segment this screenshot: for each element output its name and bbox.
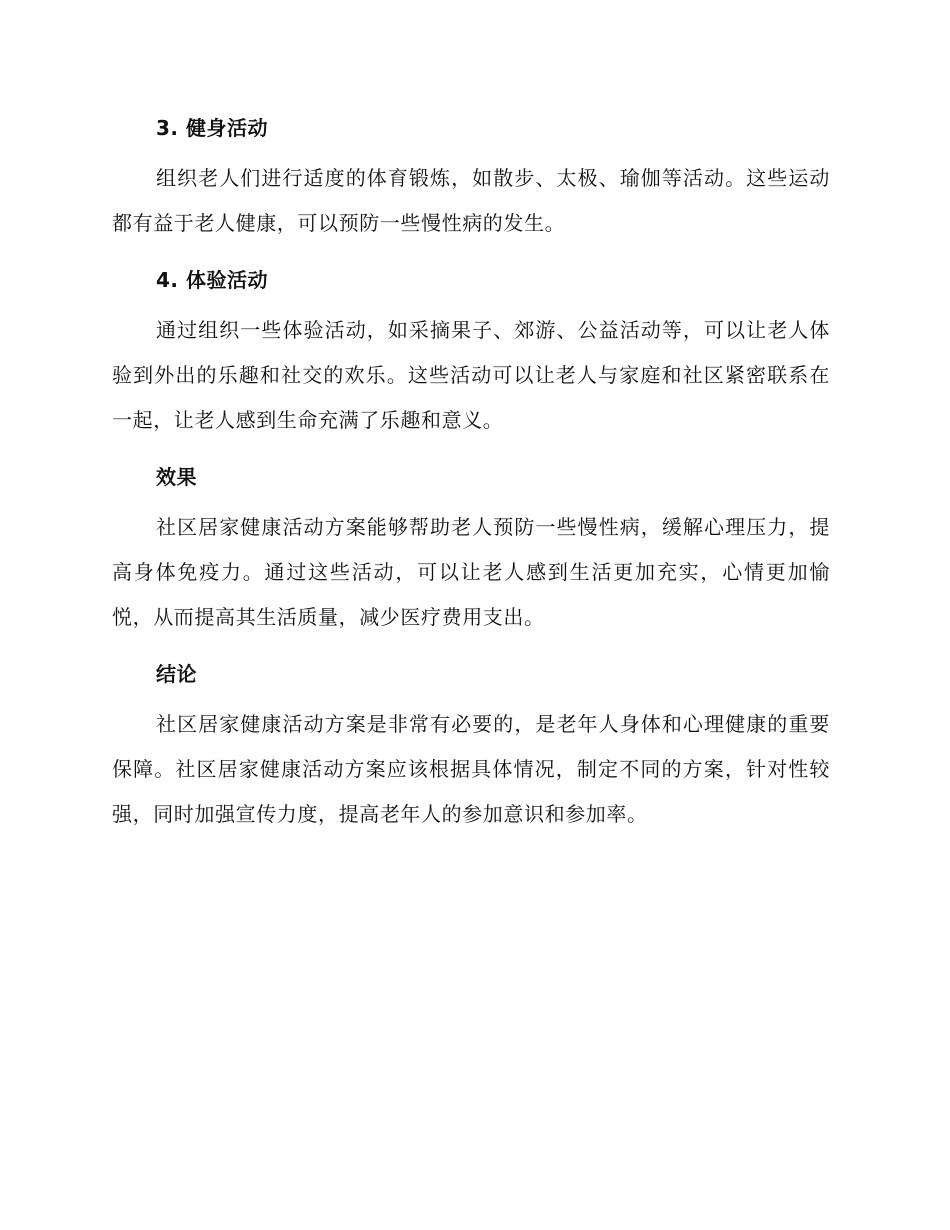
section-paragraph-conclusion: 社区居家健康活动方案是非常有必要的，是老年人身体和心理健康的重要保障。社区居家健康活动方案应该根据具体情况，制定不同的方案，针对性较强，同时加强宣传力度，提高老年人的参加意识和参加率。: [112, 712, 830, 826]
section-paragraph-fitness: 组织老人们进行适度的体育锻炼，如散步、太极、瑜伽等活动。这些运动都有益于老人健康，可以预防一些慢性病的发生。: [112, 166, 830, 235]
section-paragraph-experience: 通过组织一些体验活动，如采摘果子、郊游、公益活动等，可以让老人体验到外出的乐趣和社交的欢乐。这些活动可以让老人与家庭和社区紧密联系在一起，让老人感到生命充满了乐趣和意义。: [112, 318, 830, 432]
document-body: [112, 108, 830, 851]
section-paragraph-effects: 社区居家健康活动方案能够帮助老人预防一些慢性病，缓解心理压力，提高身体免疫力。通过这些活动，可以让老人感到生活更加充实，心情更加愉悦，从而提高其生活质量，减少医疗费用支出。: [112, 515, 830, 629]
section-heading-experience: 4. 体验活动: [156, 268, 268, 292]
section-heading-conclusion: 结论: [156, 662, 197, 686]
section-heading-effects: 效果: [156, 465, 197, 489]
section-heading-fitness: 3. 健身活动: [156, 116, 268, 140]
